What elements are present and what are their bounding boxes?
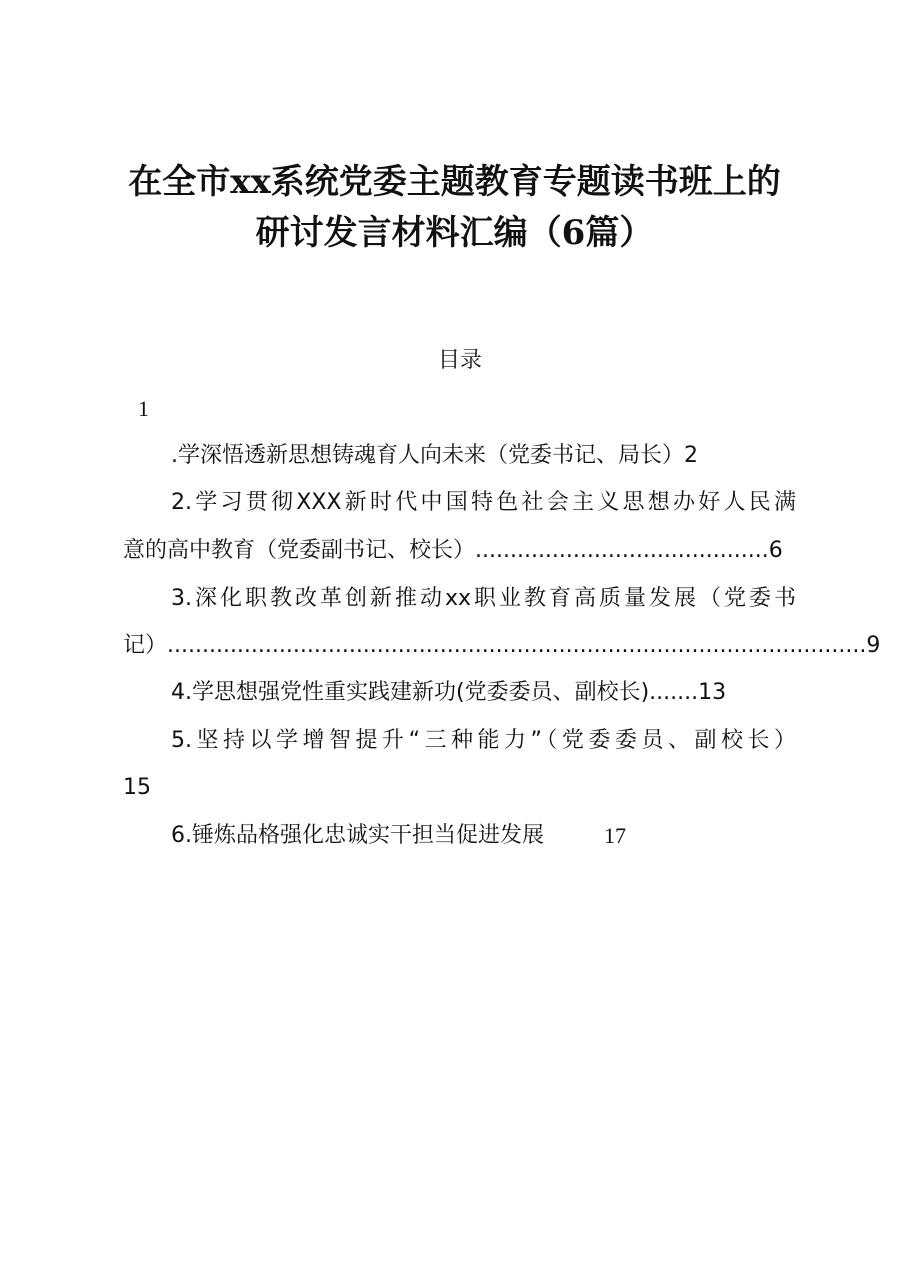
toc-entry-4[interactable]: 4.学思想强党性重实践建新功(党委委员、副校长).......13: [171, 680, 727, 705]
document-title-line-2: 研讨发言材料汇编（6篇）: [255, 213, 654, 253]
toc-entry-2-line-1[interactable]: 2.学习贯彻XXX新时代中国特色社会主义思想办好人民满: [171, 490, 796, 515]
toc-entry-6[interactable]: 6.锤炼品格强化忠诚实干担当促进发展: [171, 823, 544, 848]
toc-entry-1[interactable]: .学深悟透新思想铸魂育人向未来（党委书记、局长）2: [171, 443, 698, 468]
toc-entry-5-line-1[interactable]: 5.坚持以学增智提升“三种能力”（党委委员、副校长）: [171, 728, 796, 753]
toc-entry-3-line-2[interactable]: 记）....................................................................................................9: [123, 633, 881, 658]
toc-entry-6-page-number[interactable]: 17: [604, 823, 626, 848]
document-title-line-1: 在全市xx系统党委主题教育专题读书班上的: [128, 162, 781, 202]
toc-entry-3-line-1[interactable]: 3.深化职教改革创新推动xx职业教育高质量发展（党委书: [171, 586, 796, 611]
toc-entry-5-page-number[interactable]: 15: [123, 775, 151, 800]
toc-marker: 1: [138, 396, 149, 421]
toc-entry-2-line-2[interactable]: 意的高中教育（党委副书记、校长）..........................................6: [123, 538, 783, 563]
toc-heading: 目录: [437, 348, 482, 373]
